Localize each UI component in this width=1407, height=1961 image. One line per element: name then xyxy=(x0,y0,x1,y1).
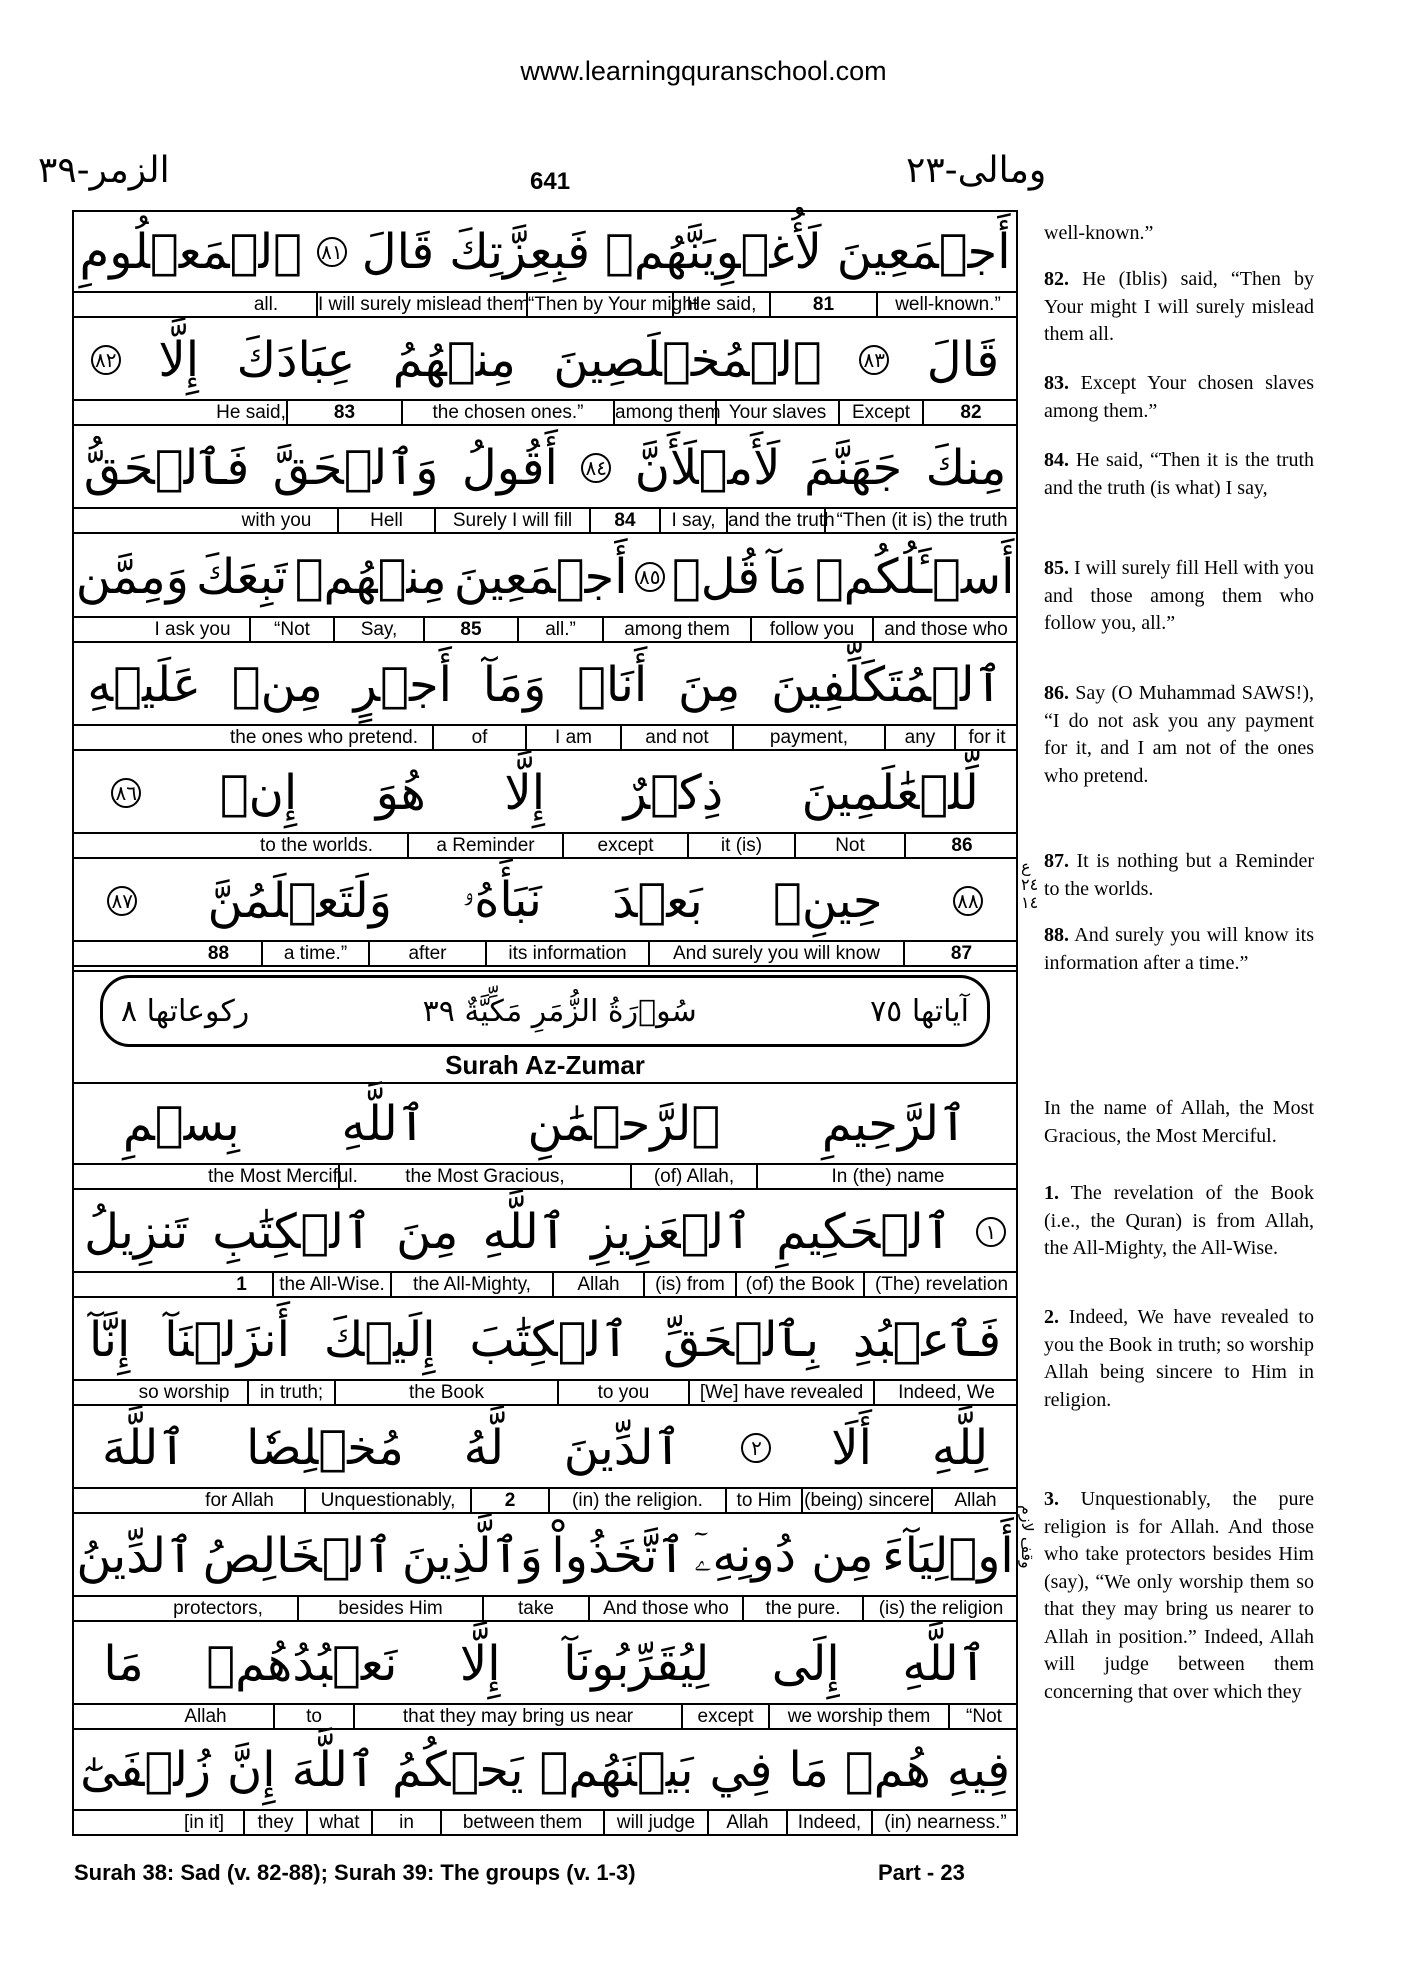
banner-top-rule xyxy=(72,970,1018,972)
arabic-word: لَّهُ xyxy=(463,1419,504,1476)
word-translation-cell: 84 xyxy=(589,509,659,532)
sad-translation-row xyxy=(72,832,1018,859)
word-translation-cell: (is) from xyxy=(643,1273,735,1296)
word-translation-cell: Unquestionably, xyxy=(304,1489,470,1512)
sad-translation-row xyxy=(72,399,1018,426)
arabic-word: زُلۡفَىٰٓ xyxy=(80,1741,212,1798)
sad-translation-row xyxy=(72,940,1018,967)
arabic-word: بَعۡدَ xyxy=(612,872,703,929)
word-translation-cell: so worship xyxy=(138,1382,230,1403)
sad-translation-row xyxy=(72,724,1018,751)
arabic-word: ٱلۡكِتَٰبَ xyxy=(469,1311,630,1368)
sad-arabic-row xyxy=(72,320,1018,399)
verse-number-marker: ٨٦ xyxy=(111,778,141,808)
arabic-word: نَعۡبُدُهُمۡ xyxy=(206,1635,398,1692)
arabic-word: هُوَ xyxy=(375,764,426,821)
translation-paragraph xyxy=(1044,1304,1314,1414)
arabic-word: ٱلۡعَزِيزِ xyxy=(591,1203,753,1260)
arabic-word: نَبَأَهُۥ xyxy=(462,872,542,928)
arabic-word: وَمَآ xyxy=(482,656,547,713)
verse-number: 86. xyxy=(1044,682,1069,704)
arabic-word: ٱللَّهِ xyxy=(341,1095,426,1152)
arabic-word: لِيُقَرِّبُونَآ xyxy=(563,1635,710,1692)
word-translation-cell: a Reminder xyxy=(407,834,562,857)
word-translation-cell: all. xyxy=(253,294,279,315)
surah-banner xyxy=(100,975,990,1047)
word-translation-cell: in truth; xyxy=(247,1381,334,1404)
verse-number: 88. xyxy=(1044,924,1069,946)
arabic-word: أَجۡمَعِينَ xyxy=(836,223,1011,280)
page-number: 641 xyxy=(530,168,571,195)
sad-arabic-row xyxy=(72,645,1018,724)
word-translation-cell: in xyxy=(371,1811,440,1834)
word-translation-cell: In (the) name xyxy=(756,1165,1018,1188)
verse-translation-text: well-known.” xyxy=(1044,222,1154,244)
zumar-translation-row xyxy=(72,1271,1018,1298)
arabic-word: أَوۡلِيَآءَ xyxy=(882,1527,1014,1584)
sad-translation-row xyxy=(72,507,1018,534)
arabic-word: بِسۡمِ xyxy=(122,1095,240,1152)
arabic-word: إِلَّا xyxy=(504,764,546,821)
word-translation-cell: well-known.” xyxy=(876,293,1018,316)
word-translation-cell: to the worlds. xyxy=(260,835,373,856)
arabic-word: ٱللَّهَ xyxy=(101,1419,187,1476)
waqf-mark: وقف لازم xyxy=(1018,1505,1037,1569)
arabic-word: مِنۡهُمۡ xyxy=(294,548,447,605)
arabic-word: إِنۡ xyxy=(219,764,298,821)
verse-number: 83. xyxy=(1044,372,1069,394)
word-translation-cell: the ones who pretend. xyxy=(229,727,419,748)
word-translation-cell: I am xyxy=(525,726,620,749)
sad-arabic-row xyxy=(72,212,1018,291)
word-translation-cell: payment, xyxy=(732,726,884,749)
arabic-word: ٱلدِّينُ xyxy=(76,1527,195,1584)
word-translation-cell: I ask you xyxy=(154,619,231,640)
word-translation-cell: among them xyxy=(615,402,721,423)
word-translation-cell: 87 xyxy=(903,942,1018,965)
sad-arabic-row xyxy=(72,537,1018,616)
word-translation-cell: its information xyxy=(485,942,648,965)
footer-surah-range: Surah 38: Sad (v. 82-88); Surah 39: The groups (v. 1-3) xyxy=(74,1860,636,1885)
arabic-word: عِبَادَكَ xyxy=(236,331,356,388)
arabic-word: لِّلۡعَٰلَمِينَ xyxy=(801,764,979,821)
word-translation-cell: the Most Gracious, xyxy=(338,1165,630,1188)
translation-paragraph xyxy=(1044,370,1314,425)
arabic-word: مِنَ xyxy=(396,1203,459,1260)
word-translation-cell: follow you xyxy=(750,618,872,641)
word-translation-cell: Your slaves xyxy=(715,401,838,424)
arabic-word: ٱلدِّينَ xyxy=(563,1419,682,1476)
zumar-arabic-row xyxy=(72,1408,1018,1487)
word-translation-cell: the chosen ones.” xyxy=(401,401,613,424)
word-translation-cell: except xyxy=(681,1705,768,1728)
verse-number-marker: ٨٤ xyxy=(581,453,611,483)
zumar-translation-row xyxy=(72,1379,1018,1406)
word-translation-cell: Say, xyxy=(333,618,423,641)
word-translation-cell: “Then by Your might xyxy=(528,294,699,315)
arabic-word: وَٱلَّذِينَ xyxy=(401,1527,543,1584)
verse-translation-text: He said, “Then it is the truth and the truth (is what) I say, xyxy=(1044,449,1315,499)
word-translation-cell: take xyxy=(482,1597,588,1620)
arabic-word: أَلَا xyxy=(831,1419,873,1476)
word-translation-cell: 85 xyxy=(423,618,517,641)
word-translation-cell: (of) Allah, xyxy=(630,1165,756,1188)
zumar-arabic-row xyxy=(72,1192,1018,1271)
word-translation-cell: And surely you will know xyxy=(648,942,903,965)
word-translation-cell: between them xyxy=(440,1811,603,1834)
arabic-word: ٱلۡخَالِصُ xyxy=(202,1527,394,1584)
banner-ruku: رکوعاتها ٨ xyxy=(121,993,250,1029)
word-translation-cell: Indeed, xyxy=(786,1811,871,1834)
header-surah: الزمر-۳۹ xyxy=(38,150,170,191)
arabic-word: ٱلۡمَعۡلُومِ xyxy=(79,223,302,280)
word-translation-cell: and not xyxy=(620,726,732,749)
arabic-word: مُخۡلِصٗا xyxy=(246,1419,404,1476)
arabic-word: إِنَّآ xyxy=(89,1311,131,1368)
footer-part: Part - 23 xyxy=(878,1860,965,1885)
zumar-arabic-row xyxy=(72,1730,1018,1809)
verse-number-marker: ٨١ xyxy=(317,237,347,267)
word-translation-cell: besides Him xyxy=(297,1597,482,1620)
verse-translation-text: It is nothing but a Reminder to the worlds. xyxy=(1044,850,1314,900)
verse-number-marker: ٢ xyxy=(741,1433,771,1463)
word-translation-cell: Hell xyxy=(337,509,434,532)
word-translation-cell: I say, xyxy=(659,509,726,532)
verse-translation-text: Unquestionably, the pure religion is for Allah. And those who take protectors besides Him (say), “We only worship them so that they may bring us nearer to Allah in position.” Indeed, Allah will judge between them concerning that over which they xyxy=(1044,1488,1314,1703)
arabic-word: إِلَى xyxy=(771,1635,840,1692)
arabic-word: وَٱلۡحَقَّ xyxy=(272,439,439,496)
word-translation-cell: and the truth xyxy=(728,510,835,531)
verse-number: 2. xyxy=(1044,1306,1059,1328)
word-translation-cell: Surely I will fill xyxy=(434,509,589,532)
arabic-word: بَيۡنَهُمۡ xyxy=(539,1741,694,1798)
word-translation-cell: I will surely mislead them xyxy=(318,294,530,315)
zumar-translation-row xyxy=(72,1809,1018,1836)
word-translation-cell: to Him xyxy=(725,1489,801,1512)
word-translation-cell: what xyxy=(306,1811,371,1834)
arabic-word: بِٱلۡحَقِّ xyxy=(663,1311,819,1368)
arabic-word: أَجۡمَعِينَ xyxy=(453,548,628,605)
word-translation-cell: (The) revelation xyxy=(863,1273,1018,1296)
word-translation-cell: we worship them xyxy=(768,1705,948,1728)
arabic-word: يَحۡكُمُ xyxy=(391,1741,524,1798)
verse-translation-text: I will surely fill Hell with you and those among them who follow you, all.” xyxy=(1044,557,1314,634)
verse-number-marker: ٨٢ xyxy=(91,345,121,375)
word-translation-cell: they xyxy=(243,1811,306,1834)
word-translation-cell: He said, xyxy=(672,293,769,316)
arabic-word: وَلَتَعۡلَمُنَّ xyxy=(207,872,392,929)
zumar-translation-row xyxy=(72,1595,1018,1622)
translation-paragraph xyxy=(1044,555,1314,638)
arabic-word: ذِكۡرٌ xyxy=(623,764,724,821)
translation-paragraph xyxy=(1044,1180,1314,1263)
word-translation-cell: “Not xyxy=(249,618,333,641)
translation-paragraph xyxy=(1044,848,1314,903)
verse-translation-text: The revelation of the Book (i.e., the Quran) is from Allah, the All-Mighty, the All-Wise. xyxy=(1044,1182,1315,1259)
word-translation-cell: all.” xyxy=(517,618,602,641)
verse-translation-text: Say (O Muhammad SAWS!), “I do not ask you any payment for it, and I am not of the ones who pretend. xyxy=(1044,682,1315,787)
word-translation-cell: “Not xyxy=(948,1705,1018,1728)
word-translation-cell: the Most Merciful. xyxy=(208,1166,358,1187)
sad-translation-row xyxy=(72,291,1018,318)
arabic-word: لِلَّهِ xyxy=(931,1419,989,1476)
verse-translation-text: And surely you will know its information after a time.” xyxy=(1044,924,1314,974)
arabic-word: ٱللَّهِ xyxy=(902,1635,987,1692)
verse-number-marker: ٨٥ xyxy=(635,562,665,592)
banner-surah-name: سُوۡرَةُ الزُّمَرِ مَكِّيَّةٌ ٣٩ xyxy=(422,993,697,1029)
arabic-word: فَٱعۡبُدِ xyxy=(852,1311,1002,1368)
arabic-word: ٱلۡمُخۡلَصِينَ xyxy=(553,331,822,388)
arabic-word: ٱلۡكِتَٰبِ xyxy=(212,1203,372,1260)
zumar-arabic-row xyxy=(72,1300,1018,1379)
arabic-word: مِنۡهُمُ xyxy=(392,331,516,388)
arabic-word: إِلَّا xyxy=(158,331,200,388)
word-translation-cell: 88 xyxy=(207,943,230,964)
word-translation-cell: and those who xyxy=(872,618,1018,641)
word-translation-cell: protectors, xyxy=(173,1598,263,1619)
verse-translation-text: In the name of Allah, the Most Gracious, the Most Merciful. xyxy=(1044,1097,1314,1147)
word-translation-cell: He said, xyxy=(216,402,286,423)
translation-paragraph xyxy=(1044,1486,1314,1706)
word-translation-cell: will judge xyxy=(603,1811,707,1834)
arabic-word: حِينِۭ xyxy=(773,872,883,929)
arabic-word: جَهَنَّمَ xyxy=(803,439,903,496)
word-translation-cell: (is) the religion xyxy=(862,1597,1018,1620)
word-translation-cell: 2 xyxy=(470,1489,548,1512)
arabic-word: مِنَ xyxy=(678,656,741,713)
word-translation-cell: a time.” xyxy=(261,942,368,965)
word-translation-cell: the pure. xyxy=(742,1597,862,1620)
word-translation-cell: 83 xyxy=(286,401,401,424)
translation-paragraph xyxy=(1044,447,1314,502)
word-translation-cell: to xyxy=(273,1705,353,1728)
word-translation-cell: the Book xyxy=(334,1381,557,1404)
arabic-word: إِلَّا xyxy=(459,1635,501,1692)
zumar-arabic-row xyxy=(72,1624,1018,1703)
word-translation-cell: the All-Wise. xyxy=(272,1273,390,1296)
word-translation-cell: And those who xyxy=(588,1597,742,1620)
word-translation-cell: Indeed, We xyxy=(873,1381,1018,1404)
arabic-word: أَنَا۠ xyxy=(577,656,648,713)
verse-number-marker: ٨٣ xyxy=(859,345,889,375)
arabic-word: فِيهِ xyxy=(946,1741,1011,1798)
arabic-word: ٱلرَّحِيمِ xyxy=(821,1095,968,1152)
arabic-word: ٱلرَّحۡمَٰنِ xyxy=(527,1095,721,1152)
arabic-word: لَأُغۡوِيَنَّهُمۡ xyxy=(605,223,822,280)
arabic-word: قُلۡ xyxy=(671,548,761,605)
word-translation-cell: (in) nearness.” xyxy=(871,1811,1018,1834)
word-translation-cell: among them xyxy=(602,618,750,641)
arabic-word: وَمِمَّن xyxy=(75,548,189,605)
word-translation-cell: 82 xyxy=(922,401,1018,424)
arabic-word: ٱللَّهِ xyxy=(482,1203,567,1260)
sad-arabic-row xyxy=(72,753,1018,832)
banner-ayat: آیاتها ٧٥ xyxy=(870,993,969,1029)
arabic-word: قَالَ xyxy=(926,331,1000,388)
zumar-translation-row xyxy=(72,1487,1018,1514)
word-translation-cell: Except xyxy=(838,401,922,424)
word-translation-cell: Allah xyxy=(707,1811,786,1834)
arabic-word: أَسۡـَٔلُكُمۡ xyxy=(814,548,1015,605)
arabic-word: مِن دُونِهِۦٓ xyxy=(694,1527,874,1583)
arabic-word: فِي xyxy=(709,1741,773,1798)
arabic-word: ٱتَّخَذُواْ xyxy=(551,1527,686,1584)
translation-paragraph xyxy=(1044,680,1314,790)
translation-paragraph xyxy=(1044,266,1314,349)
translation-paragraph xyxy=(1044,922,1314,977)
verse-number: 85. xyxy=(1044,557,1069,579)
arabic-word: مَا xyxy=(788,1741,829,1798)
header-part: ومالی-۲۳ xyxy=(906,150,1047,191)
arabic-word: أَنزَلۡنَآ xyxy=(164,1311,290,1368)
ruku-mark: ع ٢٤ ١٤ xyxy=(1021,857,1039,912)
word-translation-cell: (in) the religion. xyxy=(548,1489,725,1512)
arabic-word: عَلَيۡهِ xyxy=(87,656,201,713)
word-translation-cell: Not xyxy=(794,834,904,857)
word-translation-cell: that they may bring us near xyxy=(353,1705,681,1728)
word-translation-cell: Allah xyxy=(931,1489,1018,1512)
arabic-word: مِنۡ xyxy=(231,656,323,713)
arabic-word: إِنَّ xyxy=(227,1741,276,1798)
word-translation-cell: [in it] xyxy=(183,1812,225,1833)
arabic-word: مَا xyxy=(103,1635,144,1692)
arabic-word: أَجۡرٍ xyxy=(353,656,452,713)
word-translation-cell: it (is) xyxy=(687,834,794,857)
word-translation-cell: 1 xyxy=(236,1274,247,1295)
word-translation-cell: the All-Mighty, xyxy=(390,1273,552,1296)
word-translation-cell: for it xyxy=(954,726,1018,749)
arabic-word: فَبِعِزَّتِكَ xyxy=(449,223,591,280)
arabic-word: أَقُولُ xyxy=(461,439,558,496)
word-translation-cell: 81 xyxy=(769,293,876,316)
arabic-word: ٱللَّهَ xyxy=(291,1741,376,1798)
verse-number: 82. xyxy=(1044,268,1069,290)
verse-number-marker: ٨٨ xyxy=(953,886,983,916)
verse-number: 1. xyxy=(1044,1182,1059,1204)
translation-paragraph xyxy=(1044,1095,1314,1150)
sad-arabic-row xyxy=(72,861,1018,940)
sad-translation-row xyxy=(72,616,1018,643)
arabic-word: تَنزِيلُ xyxy=(84,1203,189,1260)
word-translation-cell: Allah xyxy=(552,1273,643,1296)
verse-translation-text: Except Your chosen slaves among them.” xyxy=(1044,372,1314,422)
word-translation-cell: (of) the Book xyxy=(735,1273,863,1296)
surah-title: Surah Az-Zumar xyxy=(445,1050,645,1080)
arabic-word: قَالَ xyxy=(361,223,435,280)
word-translation-cell: 86 xyxy=(904,834,1018,857)
arabic-word: مَآ xyxy=(767,548,808,605)
arabic-word: ٱلۡحَكِيمِ xyxy=(776,1203,952,1260)
site-url: www.learningquranschool.com xyxy=(520,56,887,86)
zumar-translation-row xyxy=(72,1163,1018,1190)
arabic-word: مِنكَ xyxy=(925,439,1007,496)
word-translation-cell: except xyxy=(562,834,687,857)
word-translation-cell: after xyxy=(368,942,485,965)
arabic-word: إِلَيۡكَ xyxy=(323,1311,436,1368)
sad-arabic-row xyxy=(72,428,1018,507)
verse-number: 84. xyxy=(1044,449,1069,471)
arabic-word: لَأَمۡلَأَنَّ xyxy=(634,439,781,496)
verse-number-marker: ٨٧ xyxy=(107,886,137,916)
word-translation-cell: any xyxy=(884,726,954,749)
arabic-word: تَبِعَكَ xyxy=(196,548,288,605)
zumar-arabic-row xyxy=(72,1084,1018,1163)
word-translation-cell: [We] have revealed xyxy=(688,1381,873,1404)
word-translation-cell: to you xyxy=(557,1381,688,1404)
word-translation-cell: (being) sincere xyxy=(801,1489,931,1512)
zumar-arabic-row xyxy=(72,1516,1018,1595)
arabic-word: ٱلۡمُتَكَلِّفِينَ xyxy=(771,656,1003,713)
verse-number-marker: ١ xyxy=(976,1217,1006,1247)
verse-number: 3. xyxy=(1044,1488,1059,1510)
word-translation-cell: with you xyxy=(241,510,312,531)
word-translation-cell: Allah xyxy=(184,1706,227,1727)
verse-translation-text: Indeed, We have revealed to you the Book in truth; so worship Allah being sincere to Him in religion. xyxy=(1044,1306,1314,1411)
zumar-translation-row xyxy=(72,1703,1018,1730)
verse-translation-text: He (Iblis) said, “Then by Your might I will surely mislead them all. xyxy=(1044,268,1314,345)
verse-number: 87. xyxy=(1044,850,1069,872)
arabic-word: هُمۡ xyxy=(844,1741,931,1798)
word-translation-cell: “Then (it is) the truth xyxy=(824,509,1018,532)
word-translation-cell: for Allah xyxy=(205,1490,274,1511)
translation-paragraph xyxy=(1044,220,1314,248)
arabic-word: فَٱلۡحَقُّ xyxy=(83,439,250,496)
word-translation-cell: of xyxy=(432,726,525,749)
